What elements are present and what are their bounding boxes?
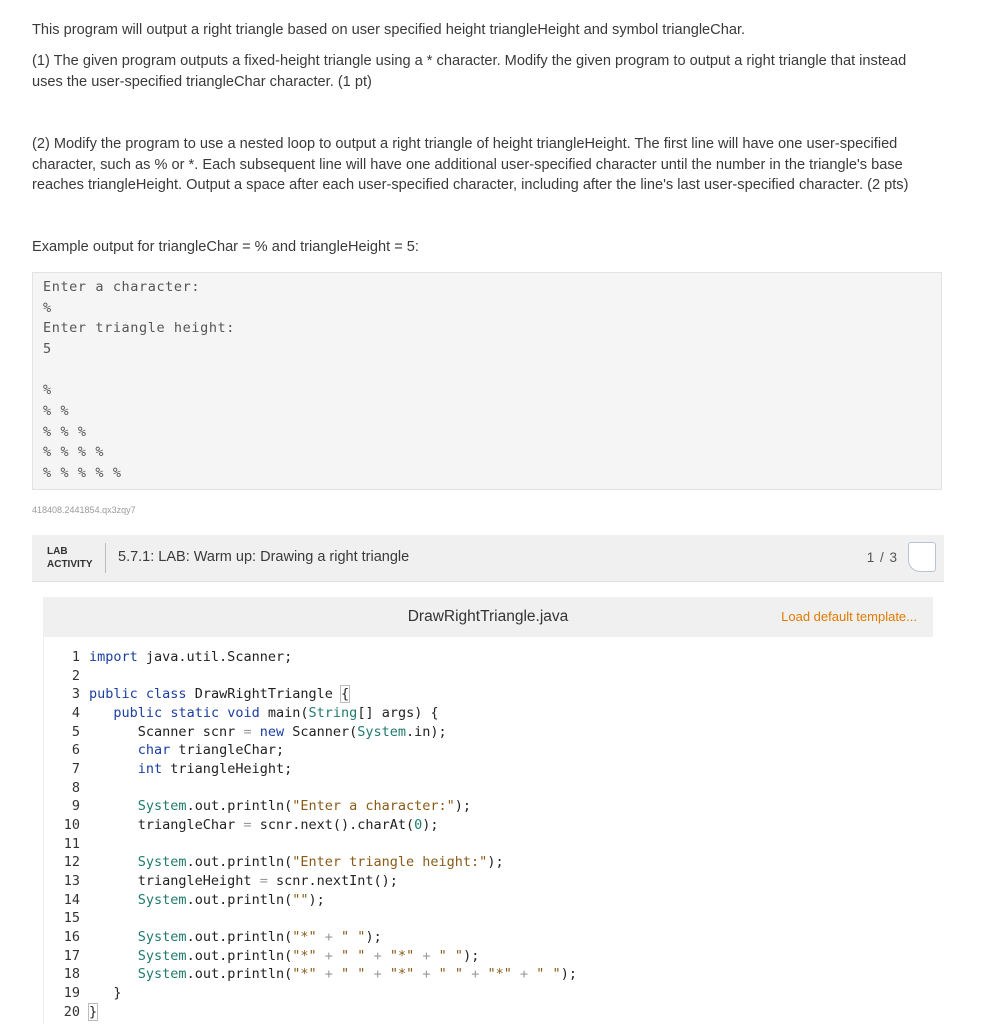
lab-tag-line1: LAB <box>47 546 68 557</box>
line-number: 11 <box>63 836 80 852</box>
lab-title: 5.7.1: LAB: Warm up: Drawing a right triangle <box>118 549 410 565</box>
line-number: 18 <box>63 966 80 982</box>
line-number: 19 <box>63 985 80 1001</box>
code-line[interactable]: 16 System.out.println("*" + " "); <box>44 928 382 947</box>
code-editor <box>43 597 933 1024</box>
part1-text: (1) The given program outputs a fixed-height triangle using a * character. Modify the given program to output a right triangle that instead uses the user-specified triangleChar character. (1 pt) <box>32 53 907 90</box>
part2-text: (2) Modify the program to use a nested loop to output a right triangle of height triangleHeight. The first line will have one user-specified character, such as % or *. Each subsequent line will have one additional user-specified character until the number in the triangle's base reaches triangleHeight. Output a space after each user-specified character, including after the line's last user-specified character. (2 pts) <box>32 136 909 193</box>
file-name: DrawRightTriangle.java <box>407 608 569 625</box>
line-number: 5 <box>71 724 80 740</box>
code-line[interactable]: 18 System.out.println("*" + " " + "*" + " " + "*" + " "); <box>44 965 577 984</box>
divider <box>105 543 106 573</box>
completion-badge-icon <box>908 542 936 572</box>
code-line[interactable] <box>44 779 89 798</box>
code-line[interactable]: 14 System.out.println(""); <box>44 891 325 910</box>
line-number: 6 <box>71 742 80 758</box>
example-line: % % % <box>43 424 87 440</box>
line-number: 10 <box>63 817 80 833</box>
line-number: 8 <box>71 780 80 796</box>
example-line: Enter a character: <box>43 279 201 295</box>
lab-progress: 1 / 3 <box>866 550 898 565</box>
example-line: % % <box>43 403 70 419</box>
code-line[interactable]: 6 char triangleChar; <box>44 741 284 760</box>
code-line[interactable]: 13 triangleHeight = scnr.nextInt(); <box>44 872 398 891</box>
line-number: 13 <box>63 873 80 889</box>
load-default-template-link[interactable]: Load default template... <box>781 609 917 624</box>
line-number: 2 <box>71 668 80 684</box>
lab-tag-line2: ACTIVITY <box>47 559 93 570</box>
example-line: 5 <box>43 341 52 357</box>
line-number: 1 <box>71 649 80 665</box>
example-line: % % % % <box>43 444 105 460</box>
example-line: Enter triangle height: <box>43 320 236 336</box>
code-line[interactable] <box>44 835 89 854</box>
code-line[interactable]: 7 int triangleHeight; <box>44 760 292 779</box>
line-number: 14 <box>63 892 80 908</box>
code-line[interactable]: 9 System.out.println("Enter a character:"); <box>44 797 471 816</box>
code-line[interactable]: 5 Scanner scnr = new Scanner(System.in); <box>44 723 447 742</box>
example-line: % <box>43 382 52 398</box>
line-number: 12 <box>63 854 80 870</box>
line-number: 15 <box>63 910 80 926</box>
line-number: 16 <box>63 929 80 945</box>
code-line[interactable] <box>44 667 89 686</box>
code-line[interactable]: 12 System.out.println("Enter triangle height:"); <box>44 853 504 872</box>
example-caption: Example output for triangleChar = % and triangleHeight = 5: <box>32 239 419 255</box>
code-line[interactable]: 17 System.out.println("*" + " " + "*" + " "); <box>44 947 479 966</box>
line-number: 17 <box>63 948 80 964</box>
line-number: 9 <box>71 798 80 814</box>
example-id: 418408.2441854.qx3zqy7 <box>32 505 136 515</box>
lab-activity-header <box>32 535 944 582</box>
code-line[interactable]: 4 public static void main(String[] args) { <box>44 704 439 723</box>
intro-text: This program will output a right triangle based on user specified height triangleHeight and symbol triangleChar. <box>32 22 746 38</box>
lab-activity-tag <box>47 545 93 571</box>
line-number: 4 <box>71 705 80 721</box>
code-line[interactable] <box>44 909 89 928</box>
code-line[interactable]: 1 import java.util.Scanner; <box>44 648 292 667</box>
code-line[interactable]: 19 } <box>44 984 122 1003</box>
code-line[interactable]: 20 } <box>44 1003 97 1022</box>
example-line: % <box>43 300 52 316</box>
example-line: % % % % % <box>43 465 122 481</box>
example-output-box <box>32 272 942 490</box>
code-area[interactable] <box>43 637 934 1024</box>
code-line[interactable]: 10 triangleChar = scnr.next().charAt(0); <box>44 816 439 835</box>
editor-header <box>43 597 933 637</box>
line-number: 3 <box>71 686 80 702</box>
line-number: 20 <box>63 1004 80 1020</box>
line-number: 7 <box>71 761 80 777</box>
code-line[interactable]: 3 public class DrawRightTriangle { <box>44 685 349 704</box>
